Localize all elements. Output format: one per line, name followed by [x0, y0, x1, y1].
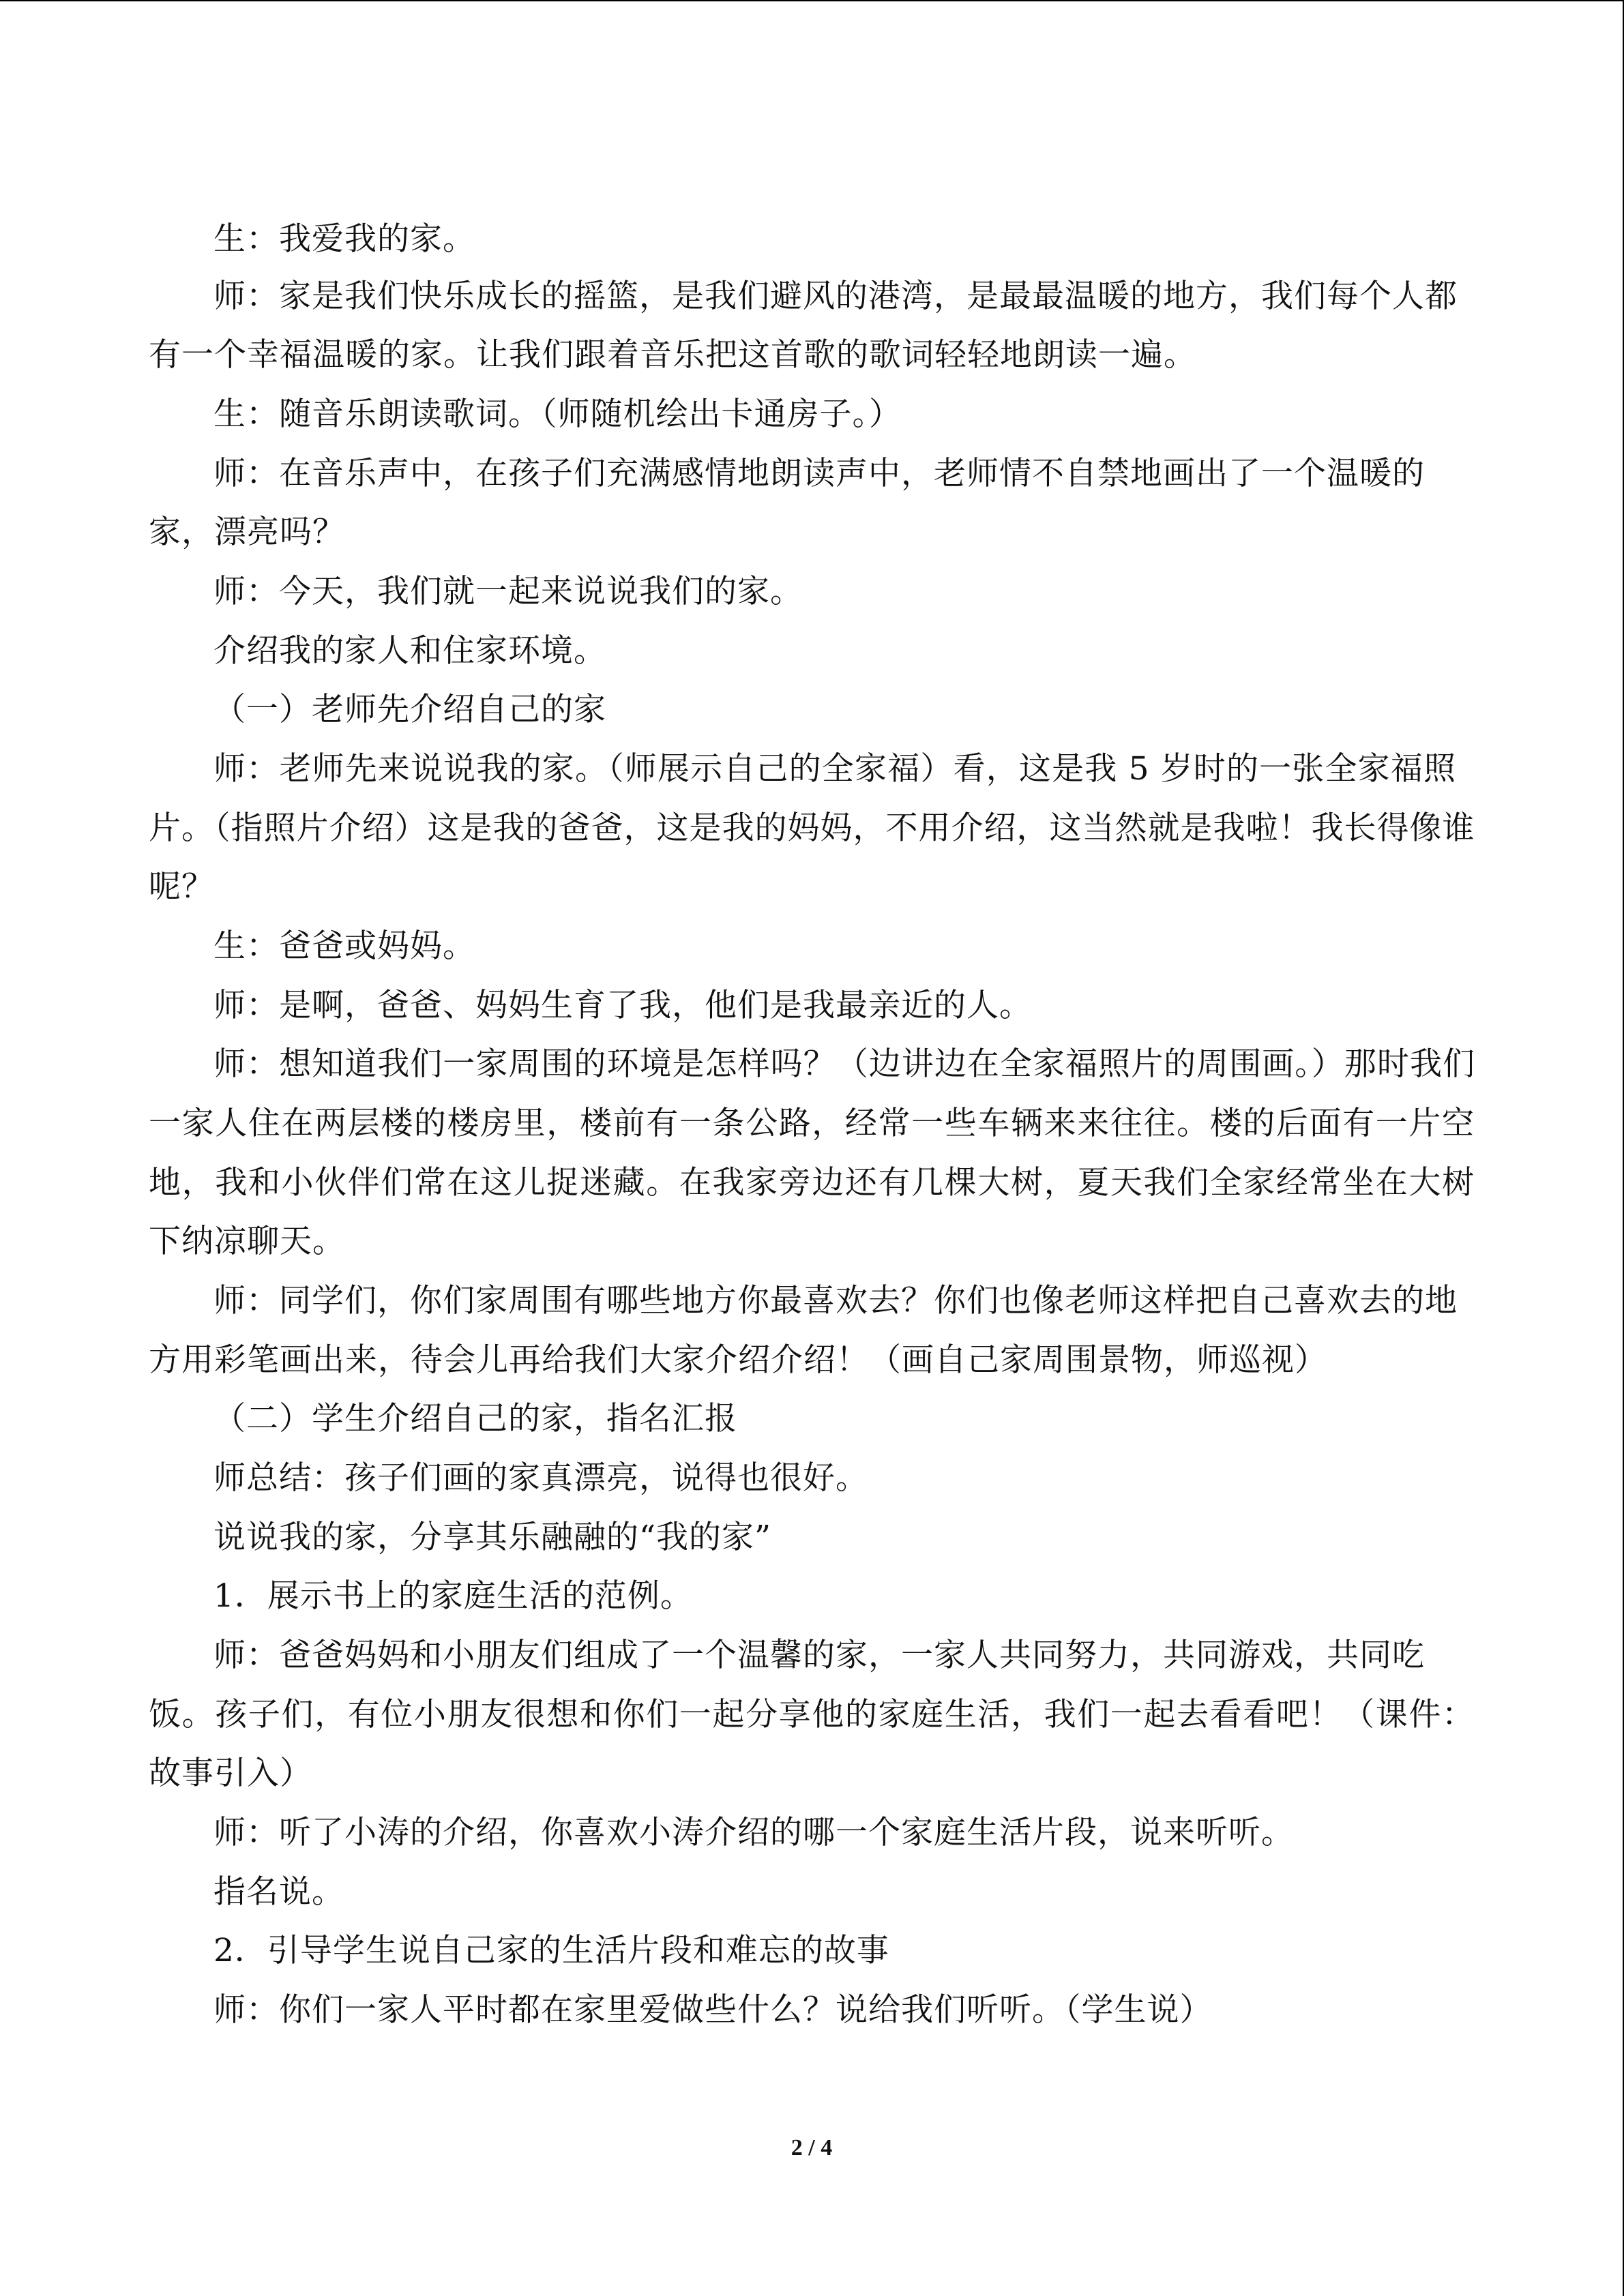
text-line: 生：随音乐朗读歌词。（师随机绘出卡通房子。） [213, 396, 902, 433]
text-line: 师：老师先来说说我的家。（师展示自己的全家福）看，这是我 5 岁时的一张全家福照 [213, 750, 1456, 788]
text-line: 师总结：孩子们画的家真漂亮，说得也很好。 [213, 1459, 868, 1497]
text-line: 师：你们一家人平时都在家里爱做些什么？说给我们听听。（学生说） [213, 1991, 1213, 2029]
text-line: 1．展示书上的家庭生活的范例。 [213, 1577, 693, 1615]
text-line: 下纳凉聊天。 [149, 1223, 345, 1260]
text-line: 师：家是我们快乐成长的摇篮，是我们避风的港湾，是最最温暖的地方，我们每个人都 [213, 278, 1458, 315]
text-line: 师：想知道我们一家周围的环境是怎样吗？（边讲边在全家福照片的周围画。）那时我们 [213, 1045, 1475, 1083]
text-line: 方用彩笔画出来，待会儿再给我们大家介绍介绍！（画自己家周围景物，师巡视） [149, 1341, 1327, 1379]
text-line: 介绍我的家人和住家环境。 [213, 632, 606, 670]
text-line: （二）学生介绍自己的家，指名汇报 [213, 1400, 737, 1437]
text-line: 家，漂亮吗？ [149, 513, 345, 551]
text-line: 有一个幸福温暖的家。让我们跟着音乐把这首歌的歌词轻轻地朗读一遍。 [149, 336, 1196, 374]
text-line: 师：是啊，爸爸、妈妈生育了我，他们是我最亲近的人。 [213, 987, 1032, 1024]
text-line: 故事引入） [149, 1755, 312, 1792]
page-border-top [0, 0, 1624, 1]
text-line: 片。（指照片介绍）这是我的爸爸，这是我的妈妈，不用介绍，这当然就是我啦！我长得像谁 [149, 809, 1475, 847]
text-line: 师：爸爸妈妈和小朋友们组成了一个温馨的家，一家人共同努力，共同游戏，共同吃 [213, 1637, 1425, 1674]
text-line: 师：听了小涛的介绍，你喜欢小涛介绍的哪一个家庭生活片段，说来听听。 [213, 1814, 1294, 1851]
text-line: 师：同学们，你们家周围有哪些地方你最喜欢去？你们也像老师这样把自己喜欢去的地 [213, 1282, 1458, 1320]
text-line: 饭。孩子们，有位小朋友很想和你们一起分享他的家庭生活，我们一起去看看吧！（课件： [149, 1696, 1475, 1733]
text-line: 师：今天，我们就一起来说说我们的家。 [213, 573, 803, 610]
text-line: 师：在音乐声中，在孩子们充满感情地朗读声中，老师情不自禁地画出了一个温暖的 [213, 455, 1425, 492]
text-line: 地，我和小伙伴们常在这儿捉迷藏。在我家旁边还有几棵大树，夏天我们全家经常坐在大树 [149, 1164, 1475, 1202]
text-line: （一）老师先介绍自己的家 [213, 691, 606, 728]
text-line: 指名说。 [213, 1873, 344, 1911]
text-line: 生：我爱我的家。 [213, 220, 475, 258]
text-line: 生：爸爸或妈妈。 [213, 927, 475, 965]
text-line: 2．引导学生说自己家的生活片段和难忘的故事 [213, 1932, 889, 1969]
text-line: 一家人住在两层楼的楼房里，楼前有一条公路，经常一些车辆来来往往。楼的后面有一片空 [149, 1105, 1475, 1142]
page-number: 2 / 4 [791, 2135, 833, 2160]
text-line: 说说我的家，分享其乐融融的“我的家” [213, 1519, 772, 1556]
text-line: 呢？ [149, 868, 214, 906]
